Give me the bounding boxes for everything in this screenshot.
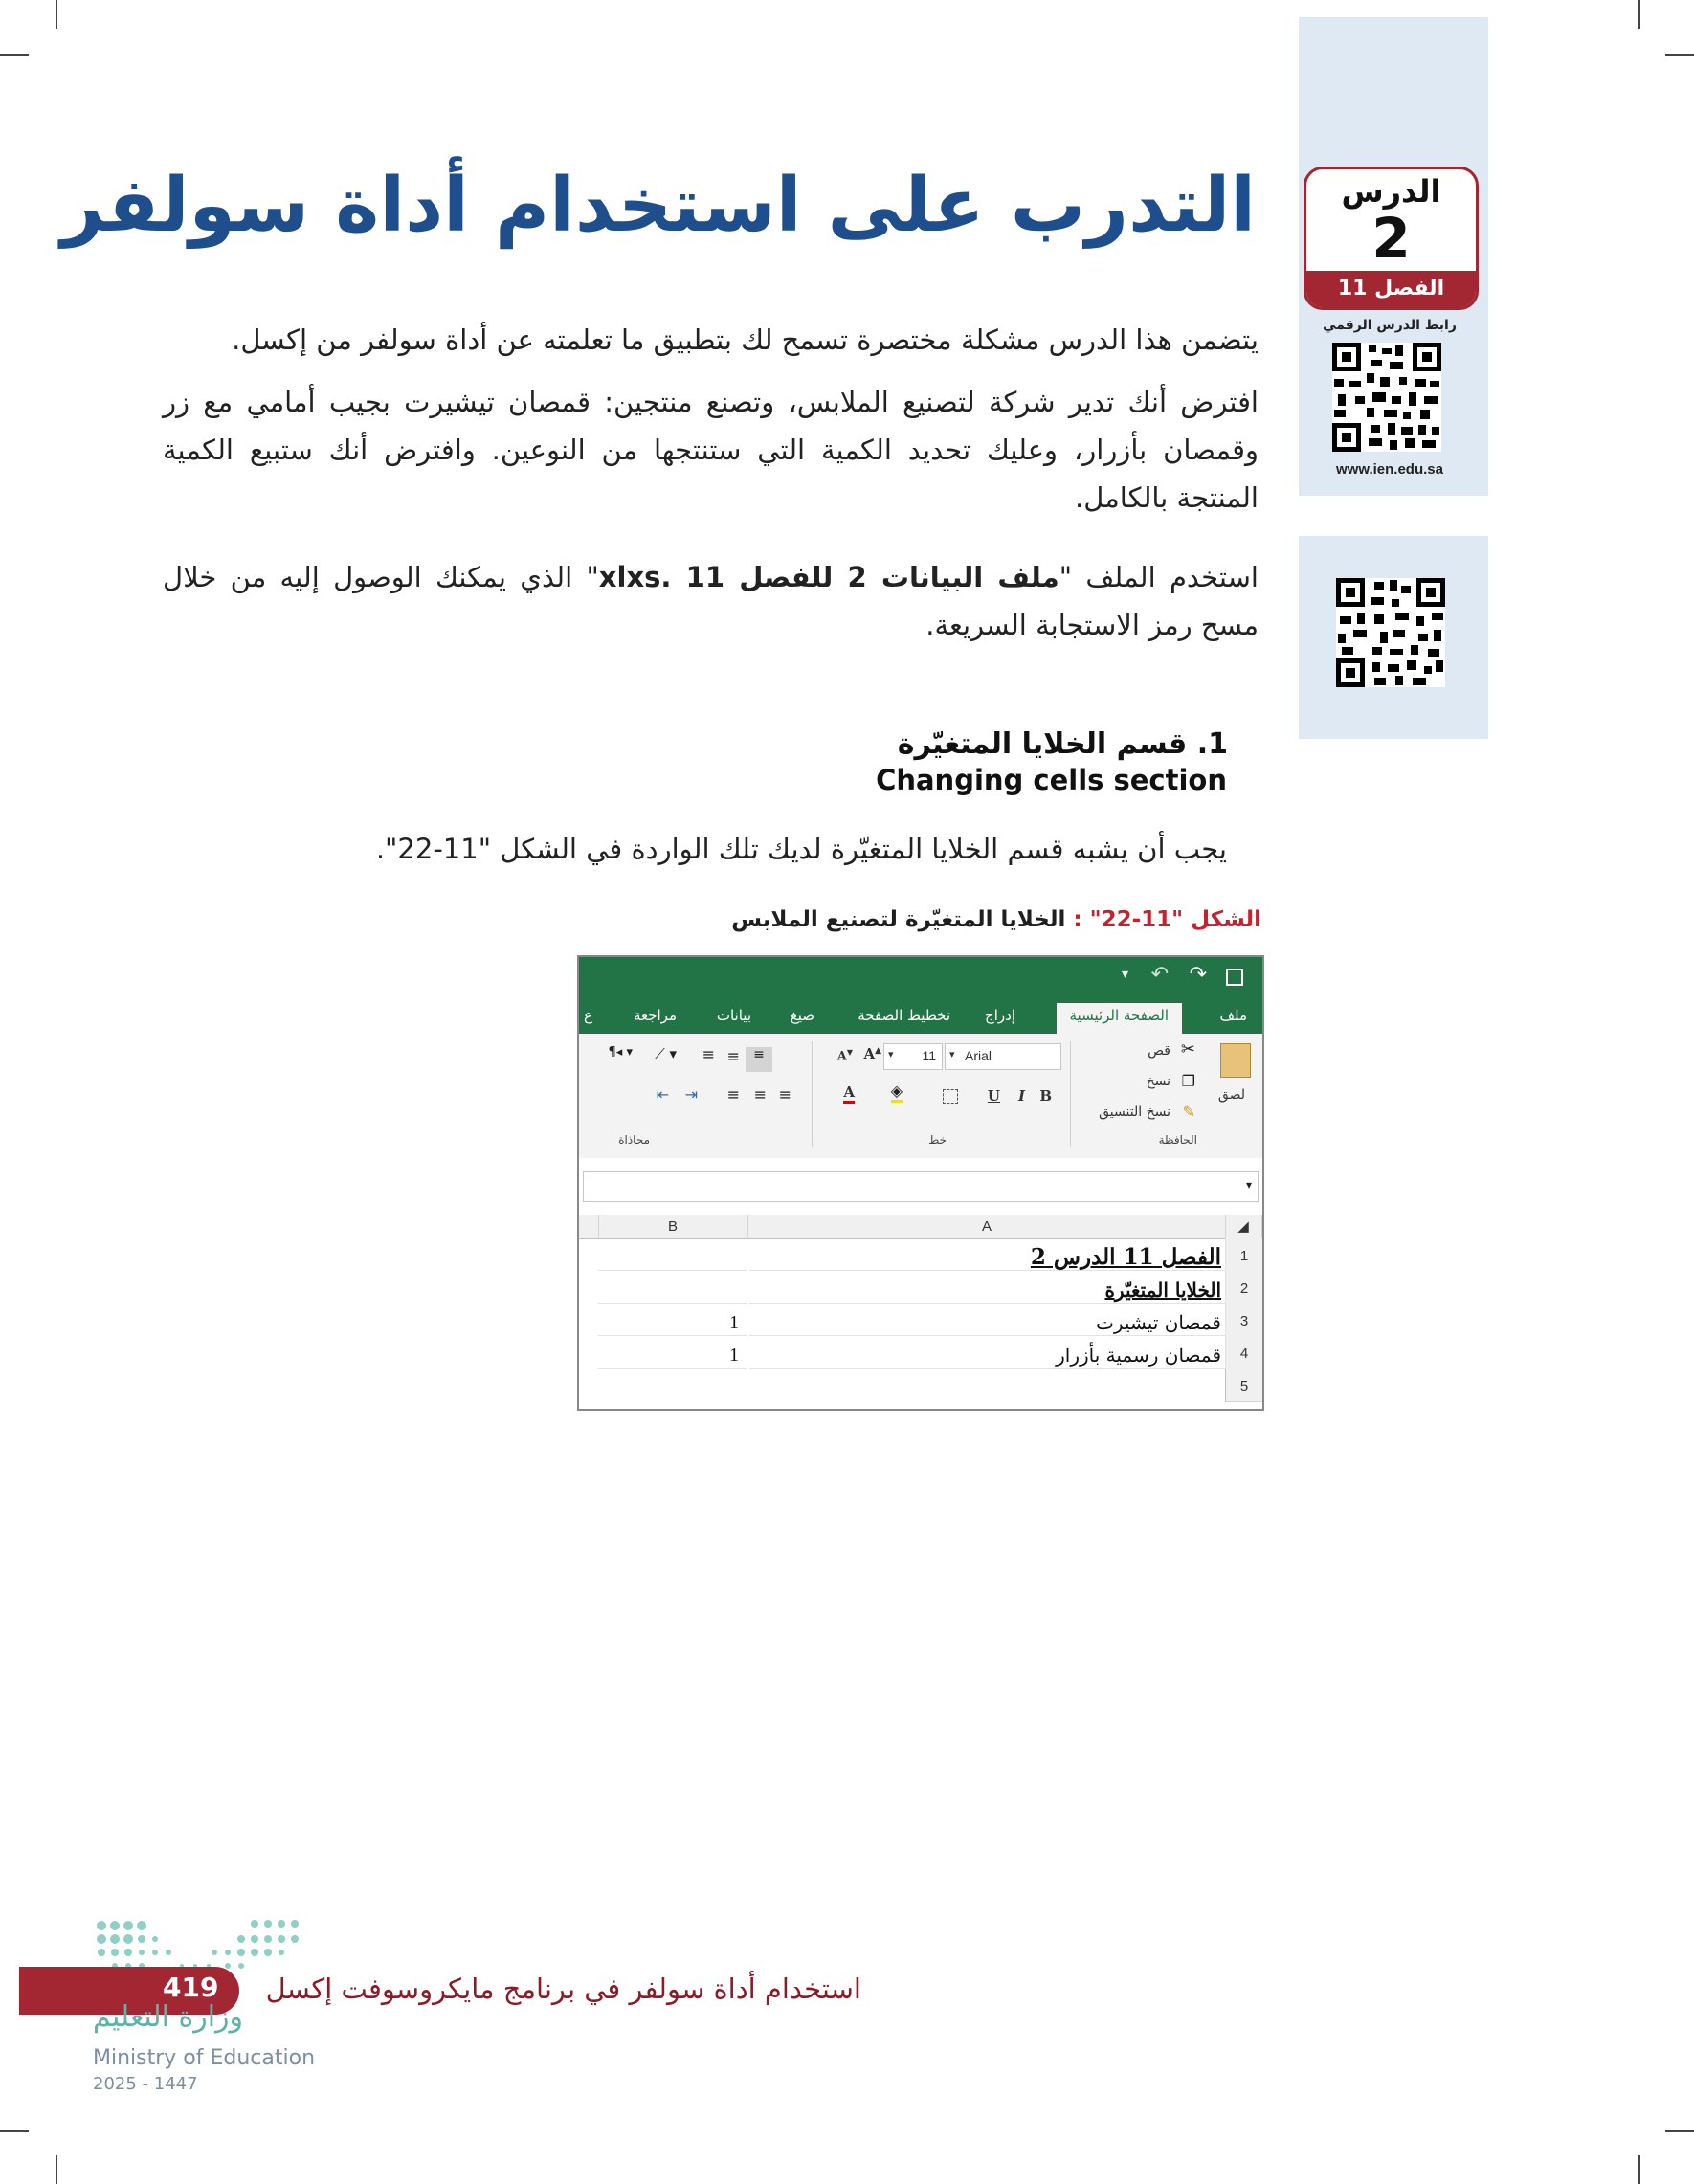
excel-screenshot [577,955,1264,1411]
bold-icon[interactable]: B [1039,1087,1052,1104]
footer-title: استخدام أداة سولفر في برنامج مايكروسوفت إكسل [265,1972,861,2005]
section-heading: 1. قسم الخلايا المتغيّرة [897,727,1228,761]
align-middle-icon[interactable]: ≡ [726,1047,740,1065]
tab-review[interactable]: مراجعة [633,1007,677,1024]
cell-b4[interactable]: 1 [598,1336,747,1369]
ribbon-tabs [579,999,1262,1034]
crop-mark [56,2155,57,2184]
shrink-font-icon[interactable]: A▼ [836,1047,853,1064]
outdent-icon[interactable]: ⇤ [656,1085,669,1103]
cell-a2[interactable]: الخلايا المتغيّرة [749,1271,1226,1304]
ribbon-separator [1070,1041,1071,1147]
underline-icon[interactable]: U [987,1087,1000,1104]
alignment-group-label: محاذاة [618,1133,650,1147]
column-header-b[interactable]: B [598,1215,748,1239]
chevron-down-icon[interactable]: ▾ [949,1048,955,1060]
align-top-icon[interactable]: ≡ [746,1047,772,1072]
file-text-after: " الذي يمكنك الوصول إليه من خلال مسح رمز الاستجابة السريعة. [163,561,1259,641]
chapter-label: الفصل 11 [1306,271,1476,307]
indent-icon[interactable]: ⇥ [684,1085,698,1103]
chevron-down-icon[interactable]: ▾ [888,1048,894,1060]
grow-font-icon[interactable]: A▲ [863,1045,881,1062]
text-direction-icon[interactable]: ¶◂ ▾ [608,1045,633,1059]
paste-icon[interactable] [1220,1043,1251,1078]
cell-b1[interactable] [598,1238,747,1271]
column-header-a[interactable]: A [748,1215,1226,1239]
cell-b2[interactable] [598,1271,747,1304]
cell-a4[interactable]: قمصان رسمية بأزرار [749,1336,1226,1369]
qr-code-icon[interactable] [1332,343,1441,452]
align-center-icon[interactable]: ≡ [753,1085,767,1103]
align-right-icon[interactable]: ≡ [778,1085,791,1103]
tab-view[interactable]: ع [584,1007,592,1024]
tab-file[interactable]: ملف [1219,1007,1247,1024]
crop-mark [1638,0,1640,29]
quick-access-dropdown-icon[interactable]: ▾ [1121,967,1128,982]
crop-mark [1638,2155,1640,2184]
font-group-label: خط [928,1133,947,1147]
ministry-name-english: Ministry of Education [93,2046,316,2070]
cell-a3[interactable]: قمصان تيشيرت [749,1304,1226,1336]
crop-mark [56,0,57,29]
intro-paragraph: يتضمن هذا الدرس مشكلة مختصرة تسمح لك بتطبيق ما تعلمته عن أداة سولفر من إكسل. [232,323,1259,356]
undo-icon[interactable]: ↶ [1150,963,1169,987]
ribbon-separator [812,1041,813,1147]
page-number: 419 [163,1972,219,2003]
orientation-icon[interactable]: ⟋ ▾ [655,1045,677,1062]
column-header-c[interactable] [579,1215,599,1239]
lesson-badge [1304,167,1479,310]
cut-button[interactable]: قص [1148,1043,1170,1059]
scenario-paragraph: افترض أنك تدير شركة لتصنيع الملابس، وتصنع منتجين: قمصان تيشيرت بجيب أمامي مع زر وقمصان بأزرار، وعليك تحديد الكمية التي ستنتجها من النوعين. وافترض أنك ستبيع الكمية المنتجة بالكامل. [163,386,1259,514]
tab-insert[interactable]: إدراج [985,1007,1015,1024]
row-header[interactable]: 5 [1225,1369,1262,1402]
row-header[interactable]: 4 [1225,1336,1262,1370]
chevron-down-icon[interactable]: ▾ [1245,1178,1252,1192]
worksheet-grid [579,1215,1262,1409]
qr-code-icon[interactable] [1336,578,1445,687]
cell-b3[interactable]: 1 [598,1304,747,1336]
border-icon[interactable] [943,1089,958,1104]
figure-title: الخلايا المتغيّرة لتصنيع الملابس [731,907,1074,932]
tab-page-layout[interactable]: تخطيط الصفحة [858,1007,950,1024]
crop-mark [0,2130,29,2132]
excel-title-bar [579,957,1262,999]
font-size-box[interactable] [883,1043,943,1070]
crop-mark [1665,2130,1694,2132]
file-name: ملف البيانات 2 للفصل 11 .xlxs [598,561,1059,593]
row-header[interactable]: 2 [1225,1271,1262,1304]
italic-icon[interactable]: I [1017,1087,1025,1104]
section-heading-english: Changing cells section [876,764,1227,796]
row-header[interactable]: 3 [1225,1304,1262,1337]
redo-icon[interactable]: ↷ [1189,963,1207,987]
figure-label: الشكل "11-22" : [1073,907,1261,932]
tab-data[interactable]: بيانات [716,1007,751,1024]
crop-mark [0,54,29,56]
tab-formulas[interactable]: صيغ [790,1007,814,1024]
lesson-word: الدرس [1341,173,1441,210]
fill-color-icon[interactable]: ◈ [891,1081,903,1103]
cell-a1[interactable]: الفصل 11 الدرس 2 [749,1238,1226,1271]
page-title: التدرب على استخدام أداة سولفر [60,163,1256,249]
ribbon [579,1034,1262,1159]
file-text-before: استخدم الملف " [1059,561,1259,593]
align-bottom-icon[interactable]: ≡ [702,1045,715,1063]
formula-bar [579,1158,1262,1216]
font-name-box[interactable] [945,1043,1061,1070]
formula-input[interactable] [583,1171,1259,1202]
figure-caption [731,907,1261,932]
align-left-icon[interactable]: ≡ [726,1085,740,1103]
row-header[interactable]: 1 [1225,1238,1262,1272]
copy-icon: ❐ [1181,1072,1195,1090]
section-paragraph: يجب أن يشبه قسم الخلايا المتغيّرة لديك تلك الواردة في الشكل "11-22". [375,833,1227,865]
copy-button[interactable]: نسخ [1146,1074,1170,1089]
format-painter-button[interactable]: نسخ التنسيق [1099,1104,1170,1120]
lesson-number: 2 [1371,206,1411,271]
save-icon[interactable] [1226,969,1243,986]
font-color-icon[interactable]: A [843,1083,855,1104]
font-name: Arial [965,1048,992,1063]
file-paragraph [163,553,1259,649]
font-size: 11 [922,1048,936,1063]
crop-mark [1665,54,1694,56]
ministry-name-arabic: وزارة التعليم [93,2000,244,2034]
format-painter-icon: ✎ [1182,1103,1195,1121]
select-all-corner[interactable]: ◢ [1225,1215,1262,1239]
paste-button[interactable]: لصق [1217,1087,1245,1103]
qr-label: رابط الدرس الرقمي [1323,318,1457,333]
edition-year: 2025 - 1447 [93,2074,198,2094]
scissors-icon: ✂ [1180,1039,1195,1059]
url-label: www.ien.edu.sa [1336,461,1443,478]
tab-home[interactable]: الصفحة الرئيسية [1057,1003,1183,1034]
clipboard-group-label: الحافظة [1158,1133,1197,1147]
